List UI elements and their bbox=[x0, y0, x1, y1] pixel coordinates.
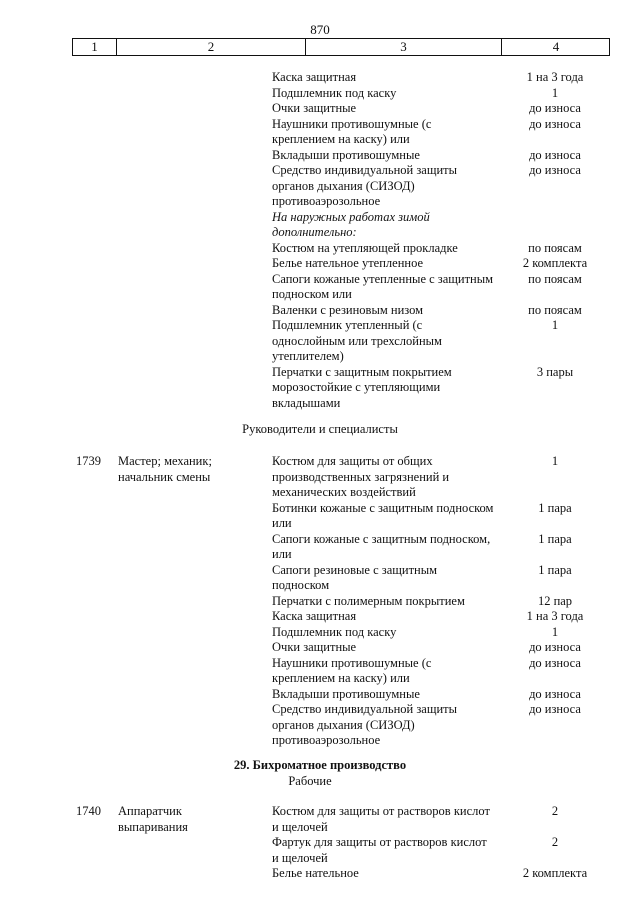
ppe-item-name: Фартук для защиты от растворов кислот и щелочей bbox=[272, 835, 487, 865]
ppe-row bbox=[0, 86, 640, 102]
header-col-2: 2 bbox=[117, 39, 306, 55]
ppe-row bbox=[0, 563, 640, 594]
ppe-issue-norm: 1 на 3 года bbox=[526, 609, 584, 623]
ppe-item-name: Средство индивидуальной защиты органов дыхания (СИЗОД) противоаэрозольное bbox=[272, 702, 458, 747]
ppe-item-name: Каска защитная bbox=[272, 70, 357, 84]
profession-name: Аппаратчик выпаривания bbox=[118, 804, 188, 834]
ppe-row bbox=[0, 117, 640, 148]
ppe-row bbox=[0, 687, 640, 703]
ppe-row bbox=[0, 148, 640, 164]
header-col-3: 3 bbox=[306, 39, 502, 55]
ppe-item-name: Наушники противошумные (с креплением на каску) или bbox=[272, 116, 432, 146]
ppe-row bbox=[0, 365, 640, 412]
ppe-issue-norm: 12 пар bbox=[537, 593, 573, 608]
ppe-issue-norm: 1 пара bbox=[538, 562, 572, 577]
ppe-row bbox=[0, 501, 640, 532]
ppe-item-name: Очки защитные bbox=[272, 101, 357, 115]
ppe-item-name: Перчатки с защитным покрытием морозостойкие с утепляющими вкладышами bbox=[272, 364, 452, 410]
ppe-issue-norm: 2 комплекта bbox=[522, 866, 588, 880]
ppe-row bbox=[0, 256, 640, 272]
table-header bbox=[72, 38, 610, 56]
ppe-issue-norm: по поясам bbox=[528, 302, 582, 317]
ppe-row bbox=[0, 804, 640, 835]
ppe-row bbox=[0, 163, 640, 210]
ppe-item-name: Вкладыши противошумные bbox=[272, 147, 420, 162]
ppe-row bbox=[0, 640, 640, 656]
ppe-item-name: Каска защитная bbox=[272, 609, 357, 623]
ppe-issue-norm: 1 bbox=[551, 454, 559, 468]
header-col-4: 4 bbox=[552, 39, 560, 54]
ppe-row bbox=[0, 318, 640, 365]
ppe-item-name: Подшлемник под каску bbox=[272, 85, 397, 100]
ppe-row bbox=[0, 70, 640, 86]
section-29-title: 29. Бихроматное производство bbox=[233, 758, 407, 772]
ppe-row bbox=[0, 101, 640, 117]
ppe-issue-norm: 3 пары bbox=[536, 364, 574, 379]
ppe-issue-norm: 1 bbox=[551, 624, 559, 639]
ppe-issue-norm: до износа bbox=[529, 101, 581, 115]
ppe-row bbox=[0, 594, 640, 610]
ppe-issue-norm: до износа bbox=[529, 116, 581, 131]
ppe-item-name: Валенки с резиновым низом bbox=[272, 302, 424, 317]
ppe-row bbox=[0, 625, 640, 641]
ppe-item-name: Сапоги кожаные утепленные с защитным подноском или bbox=[272, 271, 494, 301]
ppe-row bbox=[0, 702, 640, 749]
ppe-item-name: Белье нательное bbox=[272, 866, 359, 880]
ppe-item-name: Очки защитные bbox=[272, 640, 357, 654]
ppe-row bbox=[0, 454, 640, 501]
ppe-item-name: На наружных работах зимой дополнительно: bbox=[272, 209, 430, 239]
ppe-row bbox=[0, 532, 640, 563]
ppe-issue-norm: 2 комплекта bbox=[522, 256, 588, 270]
entry-1739 bbox=[0, 454, 640, 749]
profession-name: Мастер; механик; начальник смены bbox=[118, 454, 212, 484]
ppe-row bbox=[0, 656, 640, 687]
ppe-issue-norm: 1 пара bbox=[538, 500, 572, 515]
table-body bbox=[0, 62, 640, 902]
ppe-issue-norm: 1 пара bbox=[538, 531, 572, 546]
ppe-issue-norm: 1 bbox=[551, 318, 559, 332]
ppe-row bbox=[0, 241, 640, 257]
ppe-issue-norm: до износа bbox=[529, 640, 581, 654]
ppe-item-name: Ботинки кожаные с защитным подноском или bbox=[272, 500, 494, 530]
ppe-row bbox=[0, 303, 640, 319]
ppe-item-name: Белье нательное утепленное bbox=[272, 256, 424, 270]
entry-1740 bbox=[0, 804, 640, 882]
ppe-row bbox=[0, 609, 640, 625]
ppe-issue-norm: до износа bbox=[529, 655, 581, 670]
ppe-issue-norm: до износа bbox=[529, 702, 581, 716]
entry-number: 1739 bbox=[76, 454, 101, 468]
ppe-issue-norm: 2 bbox=[551, 804, 559, 818]
ppe-item-name: Средство индивидуальной защиты органов дыхания (СИЗОД) противоаэрозольное bbox=[272, 163, 458, 208]
section-29-subtitle: Рабочие bbox=[288, 774, 332, 788]
ppe-issue-norm: до износа bbox=[529, 147, 581, 162]
header-col-1: 1 bbox=[73, 39, 117, 55]
ppe-item-name: Наушники противошумные (с креплением на каску) или bbox=[272, 655, 432, 685]
ppe-item-name: Сапоги резиновые с защитным подноском bbox=[272, 562, 438, 592]
ppe-issue-norm: по поясам bbox=[528, 271, 582, 286]
page-number: 870 bbox=[310, 22, 330, 37]
ppe-item-name: Костюм для защиты от растворов кислот и щелочей bbox=[272, 804, 490, 834]
ppe-issue-norm: до износа bbox=[529, 686, 581, 701]
ppe-row bbox=[0, 210, 640, 241]
section-managers-title: Руководители и специалисты bbox=[242, 422, 398, 436]
ppe-continuation-block bbox=[0, 70, 640, 411]
entry-number: 1740 bbox=[76, 804, 101, 818]
ppe-item-name: Подшлемник под каску bbox=[272, 624, 397, 639]
ppe-item-name: Подшлемник утепленный (с однослойным или трехслойным утеплителем) bbox=[272, 318, 442, 363]
ppe-item-name: Перчатки с полимерным покрытием bbox=[272, 593, 465, 608]
ppe-issue-norm: 1 на 3 года bbox=[526, 70, 584, 84]
ppe-row bbox=[0, 835, 640, 866]
ppe-issue-norm: до износа bbox=[529, 163, 581, 177]
ppe-row bbox=[0, 866, 640, 882]
ppe-item-name: Костюм для защиты от общих производственных загрязнений и механических воздействий bbox=[272, 454, 450, 499]
ppe-issue-norm: 2 bbox=[551, 835, 559, 849]
ppe-issue-norm: по поясам bbox=[528, 240, 582, 255]
ppe-item-name: Сапоги кожаные с защитным подноском, или bbox=[272, 531, 491, 561]
ppe-row bbox=[0, 272, 640, 303]
ppe-item-name: Костюм на утепляющей прокладке bbox=[272, 240, 458, 255]
ppe-item-name: Вкладыши противошумные bbox=[272, 686, 420, 701]
ppe-issue-norm: 1 bbox=[551, 85, 559, 100]
